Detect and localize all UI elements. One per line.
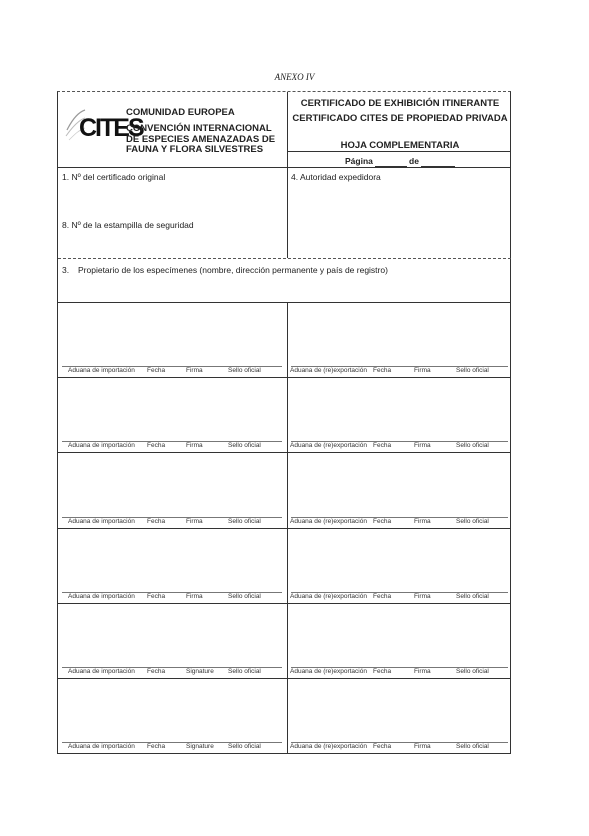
- export-cell-label[interactable]: Aduana de (re)exportación: [290, 743, 367, 751]
- import-cell-label[interactable]: Firma: [186, 367, 203, 375]
- export-cell-label[interactable]: Aduana de (re)exportación: [290, 517, 367, 525]
- cert-title-2: CERTIFICADO CITES DE PROPIEDAD PRIVADA: [292, 113, 508, 124]
- import-cell-label[interactable]: Fecha: [147, 743, 166, 751]
- export-cell-label[interactable]: Fecha: [373, 592, 392, 600]
- convention-line-3: FAUNA Y FLORA SILVESTRES: [126, 144, 264, 155]
- export-cell-label[interactable]: Sello oficial: [456, 592, 489, 600]
- row-divider: [58, 377, 511, 378]
- export-cell-label[interactable]: Fecha: [373, 668, 392, 675]
- export-cell-label[interactable]: Sello oficial: [456, 442, 489, 450]
- row-divider: [58, 452, 511, 453]
- import-cell-label[interactable]: Firma: [186, 517, 203, 525]
- field-owner-number: 3.: [62, 265, 70, 275]
- import-cell-label[interactable]: Aduana de importación: [68, 442, 135, 450]
- import-cell-label[interactable]: Sello oficial: [228, 517, 261, 525]
- export-cell-label[interactable]: Firma: [414, 517, 431, 525]
- import-cell-label[interactable]: Aduana de importación: [68, 517, 135, 525]
- convention-line-2: DE ESPECIES AMENAZADAS DE: [126, 133, 276, 145]
- page-label: Página: [345, 156, 373, 166]
- import-cell-label[interactable]: Signature: [186, 668, 214, 675]
- import-cell-label[interactable]: Firma: [186, 592, 203, 600]
- export-cell-label[interactable]: Sello oficial: [456, 517, 489, 525]
- export-cell-label[interactable]: Fecha: [373, 442, 392, 450]
- import-cell-label[interactable]: Fecha: [147, 367, 166, 375]
- header-bottom-line: [58, 167, 511, 168]
- owner-bottom-line: [58, 302, 511, 303]
- export-cell-label[interactable]: Fecha: [373, 517, 392, 525]
- annex-title: ANEXO IV: [274, 72, 315, 82]
- certificate-form: [57, 91, 511, 754]
- import-cell-label[interactable]: Fecha: [147, 592, 166, 600]
- field-owner-details[interactable]: Propietario de los especímenes (nombre, dirección permanente y país de registro): [78, 265, 388, 275]
- import-cell-label[interactable]: Sello oficial: [228, 592, 261, 600]
- import-cell-label[interactable]: Sello oficial: [228, 367, 261, 375]
- row-divider: [58, 678, 511, 679]
- field-original-certificate-number[interactable]: 1. Nº del certificado original: [62, 172, 166, 182]
- export-cell-label[interactable]: Aduana de (re)exportación: [290, 442, 367, 450]
- sheet-title: HOJA COMPLEMENTARIA: [340, 140, 460, 151]
- export-cell-label[interactable]: Sello oficial: [456, 668, 489, 675]
- convention-name: [126, 124, 275, 156]
- import-cell-label[interactable]: Firma: [186, 442, 203, 450]
- export-cell-label[interactable]: Firma: [414, 668, 431, 675]
- upper-column-divider: [287, 168, 288, 258]
- convention-line-1: CONVENCIÓN INTERNACIONAL: [126, 123, 272, 134]
- import-cell-label[interactable]: Sello oficial: [228, 743, 261, 751]
- section-divider: [58, 258, 511, 259]
- import-cell-label[interactable]: Sello oficial: [228, 668, 261, 675]
- field-security-stamp-number[interactable]: 8. Nº de la estampilla de seguridad: [62, 220, 194, 230]
- org-name: COMUNIDAD EUROPEA: [126, 107, 235, 118]
- export-cell-label[interactable]: Firma: [414, 592, 431, 600]
- import-cell-label[interactable]: Aduana de importación: [68, 592, 135, 600]
- export-cell-label[interactable]: Aduana de (re)exportación: [290, 592, 367, 600]
- export-cell-label[interactable]: Aduana de (re)exportación: [290, 367, 367, 375]
- import-cell-label[interactable]: Sello oficial: [228, 442, 261, 450]
- export-cell-label[interactable]: Sello oficial: [456, 367, 489, 375]
- import-cell-label[interactable]: Aduana de importación: [68, 668, 135, 675]
- import-cell-label[interactable]: Signature: [186, 743, 214, 751]
- import-cell-label[interactable]: Fecha: [147, 517, 166, 525]
- field-issuing-authority[interactable]: 4. Autoridad expedidora: [291, 172, 381, 182]
- export-cell-label[interactable]: Fecha: [373, 367, 392, 375]
- row-divider: [58, 528, 511, 529]
- export-cell-label[interactable]: Aduana de (re)exportación: [290, 668, 367, 675]
- of-label: de: [409, 156, 419, 166]
- export-cell-label[interactable]: Firma: [414, 367, 431, 375]
- export-cell-label[interactable]: Sello oficial: [456, 743, 489, 751]
- cert-title-1: CERTIFICADO DE EXHIBICIÓN ITINERANTE: [300, 98, 500, 109]
- import-cell-label[interactable]: Fecha: [147, 668, 166, 675]
- import-cell-label[interactable]: Fecha: [147, 442, 166, 450]
- import-cell-label[interactable]: Aduana de importación: [68, 743, 135, 751]
- row-divider: [58, 603, 511, 604]
- export-cell-label[interactable]: Fecha: [373, 743, 392, 751]
- logo-lettering: CITES: [79, 114, 143, 142]
- cites-logo-icon: [65, 100, 143, 148]
- header-divider: [287, 151, 511, 152]
- export-cell-label[interactable]: Firma: [414, 743, 431, 751]
- import-cell-label[interactable]: Aduana de importación: [68, 367, 135, 375]
- export-cell-label[interactable]: Firma: [414, 442, 431, 450]
